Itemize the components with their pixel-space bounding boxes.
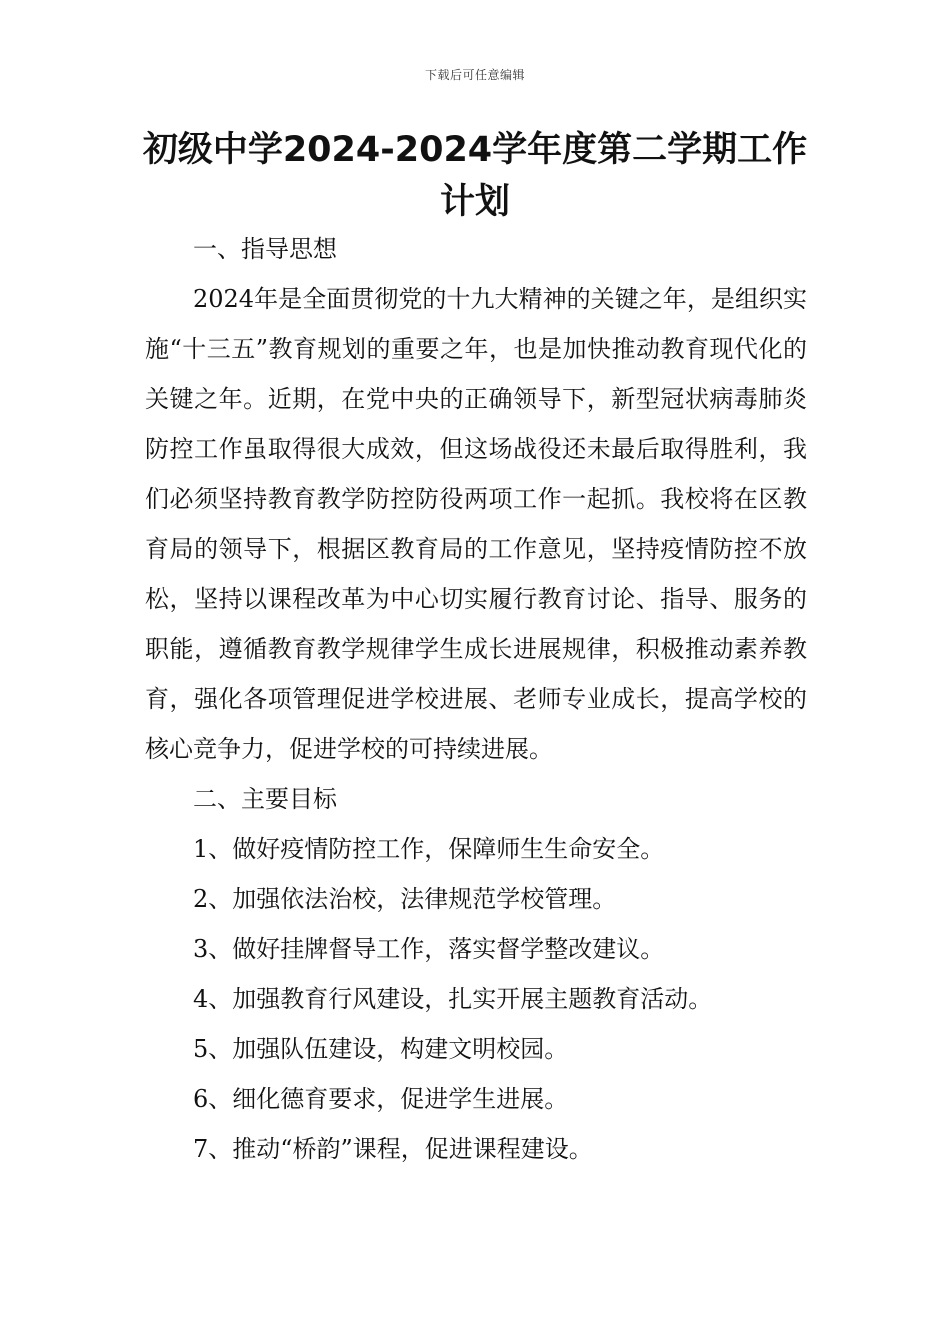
goal-item: 2、加强依法治校，法律规范学校管理。 xyxy=(193,885,617,913)
goal-item: 3、做好挂牌督导工作，落实督学整改建议。 xyxy=(193,935,665,963)
section-heading-guiding-ideology: 一、指导思想 xyxy=(193,235,337,263)
goal-item: 5、加强队伍建设，构建文明校园。 xyxy=(193,1035,569,1063)
goal-item: 7、推动“桥韵”课程，促进课程建设。 xyxy=(193,1135,593,1163)
section-paragraph-guiding-ideology: 2024年是全面贯彻党的十九大精神的关键之年，是组织实施“十三五”教育规划的重要之年，也是加快推动教育现代化的关键之年。近期，在党中央的正确领导下，新型冠状病毒肺炎防控工作虽取得很大成效，但这场战役还未最后取得胜利，我们必须坚持教育教学防控防役两项工作一起抓。我校将在区教育局的领导下，根据区教育局的工作意见，坚持疫情防控不放松，坚持以课程改革为中心切实履行教育讨论、指导、服务的职能，遵循教育教学规律学生成长进展规律，积极推动素养教育，强化各项管理促进学校进展、老师专业成长，提高学校的核心竞争力，促进学校的可持续进展。 xyxy=(145,285,807,763)
document-title: 初级中学2024-2024学年度第二学期工作计划 xyxy=(142,130,808,222)
header-note: 下载后可任意编辑 xyxy=(424,68,525,82)
goal-item: 1、做好疫情防控工作，保障师生生命安全。 xyxy=(193,835,665,863)
document-body xyxy=(145,224,807,1174)
section-heading-main-goals: 二、主要目标 xyxy=(193,785,337,813)
goal-list xyxy=(145,824,807,1174)
goal-item: 6、细化德育要求，促进学生进展。 xyxy=(193,1085,569,1113)
goal-item: 4、加强教育行风建设，扎实开展主题教育活动。 xyxy=(193,985,713,1013)
